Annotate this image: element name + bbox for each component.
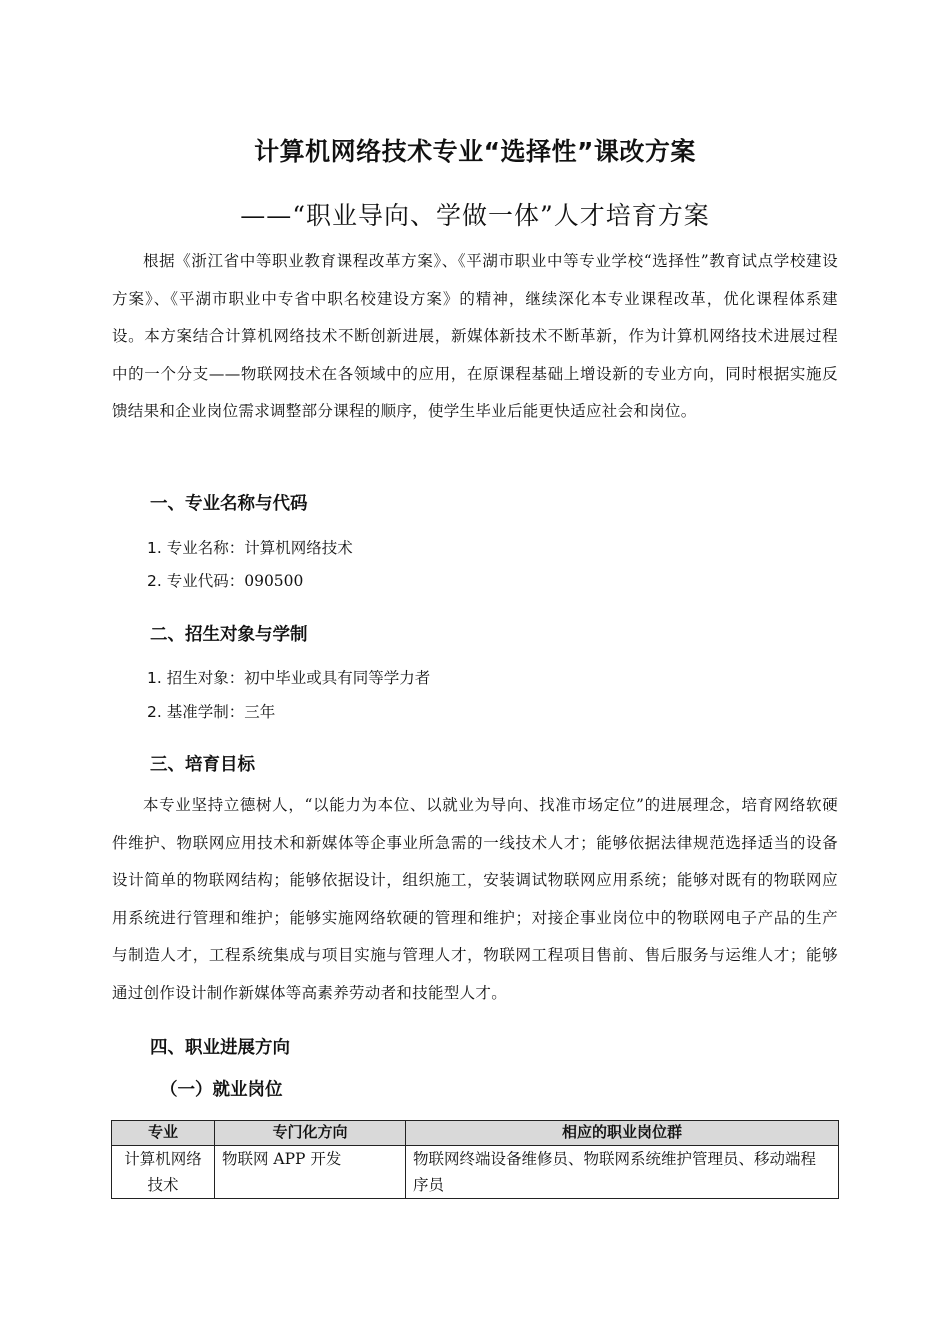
major-name-label: 1. 专业名称： (147, 539, 245, 557)
training-goal-paragraph: 本专业坚持立德树人，“以能力为本位、以就业为导向、找准市场定位”的进展理念，培育网络软硬件维护、物联网应用技术和新媒体等企事业所急需的一线技术人才；能够依据法律规范选择适当的设备设计简单的物联网结构；能够依据设计，组织施工，安装调试物联网应用系统；能够对既有的物联网应用系统进行管理和维护；能够实施网络软硬的管理和维护；对接企事业岗位中的物联网电子产品的生产与制造人才，工程系统集成与项目实施与管理人才，物联网工程项目售前、售后服务与运维人才；能够通过创作设计制作新媒体等高素养劳动者和技能型人才。 (112, 796, 838, 1002)
employment-subheading: （一）就业岗位 (160, 1080, 283, 1100)
study-length-item (147, 700, 275, 722)
major-code-label: 2. 专业代码： (147, 572, 245, 590)
study-length-value: 三年 (244, 703, 276, 721)
cell-direction: 物联网 APP 开发 (215, 1146, 406, 1199)
header-direction: 专门化方向 (215, 1121, 406, 1146)
document-title: 计算机网络技术专业“选择性”课改方案 (254, 137, 696, 166)
major-name-item (147, 536, 353, 558)
study-length-label: 2. 基准学制： (147, 703, 245, 721)
table-row (112, 1146, 839, 1199)
section-3-heading: 三、培育目标 (150, 755, 255, 775)
enrollment-target-label: 1. 招生对象： (147, 669, 245, 687)
major-name-value: 计算机网络技术 (244, 539, 353, 557)
major-code-item (147, 569, 303, 591)
enrollment-target-item (147, 666, 430, 688)
cell-major: 计算机网络技术 (112, 1146, 215, 1199)
table-header-row (112, 1121, 839, 1146)
intro-paragraph: 根据《浙江省中等职业教育课程改革方案》、《平湖市职业中等专业学校“选择性”教育试点学校建设方案》、《平湖市职业中专省中职名校建设方案》的精神，继续深化本专业课程改革，优化课程体系建设。本方案结合计算机网络技术不断创新进展，新媒体新技术不断革新，作为计算机网络技术进展过程中的一个分支——物联网技术在各领域中的应用，在原课程基础上增设新的专业方向，同时根据实施反馈结果和企业岗位需求调整部分课程的顺序，使学生毕业后能更快适应社会和岗位。 (112, 252, 838, 420)
major-code-value: 090500 (244, 572, 304, 590)
employment-table (111, 1120, 839, 1199)
section-4-heading: 四、职业进展方向 (150, 1038, 290, 1058)
section-1-heading: 一、专业名称与代码 (150, 494, 308, 514)
cell-job-group: 物联网终端设备维修员、物联网系统维护管理员、移动端程序员 (406, 1146, 839, 1199)
header-major: 专业 (112, 1121, 215, 1146)
document-subtitle: ——“职业导向、学做一体”人才培育方案 (240, 201, 710, 230)
enrollment-target-value: 初中毕业或具有同等学力者 (244, 669, 431, 687)
header-job-group: 相应的职业岗位群 (406, 1121, 839, 1146)
section-2-heading: 二、招生对象与学制 (150, 625, 308, 645)
